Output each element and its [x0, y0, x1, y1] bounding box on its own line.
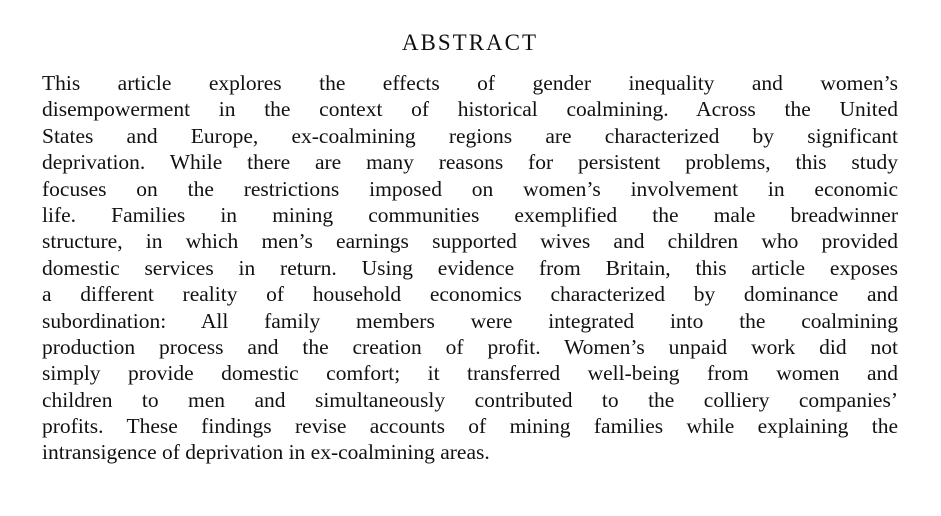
abstract-line: disempowerment in the context of historical coalmining. Across the United	[42, 97, 898, 122]
abstract-line: simply provide domestic comfort; it transferred well-being from women and	[42, 361, 898, 386]
abstract-line: structure, in which men’s earnings supported wives and children who provided	[42, 229, 898, 254]
abstract-line: profits. These findings revise accounts of mining families while explaining the	[42, 414, 898, 439]
abstract-line-last: intransigence of deprivation in ex-coalmining areas.	[42, 440, 490, 465]
abstract-line: production process and the creation of profit. Women’s unpaid work did not	[42, 334, 898, 359]
abstract-line: domestic services in return. Using evidence from Britain, this article exposes	[42, 255, 898, 280]
abstract-section	[42, 28, 898, 466]
abstract-line: focuses on the restrictions imposed on women’s involvement in economic	[42, 176, 898, 201]
abstract-line: This article explores the effects of gender inequality and women’s	[42, 71, 898, 95]
abstract-body	[42, 70, 898, 466]
abstract-line: children to men and simultaneously contributed to the colliery companies’	[42, 387, 898, 412]
abstract-line: life. Families in mining communities exemplified the male breadwinner	[42, 202, 898, 227]
abstract-line: a different reality of household economics characterized by dominance and	[42, 282, 898, 307]
abstract-line: States and Europe, ex-coalmining regions are characterized by significant	[42, 123, 898, 148]
abstract-line: deprivation. While there are many reasons for persistent problems, this study	[42, 150, 898, 175]
abstract-line: subordination: All family members were integrated into the coalmining	[42, 308, 898, 333]
abstract-heading: ABSTRACT	[401, 30, 539, 55]
